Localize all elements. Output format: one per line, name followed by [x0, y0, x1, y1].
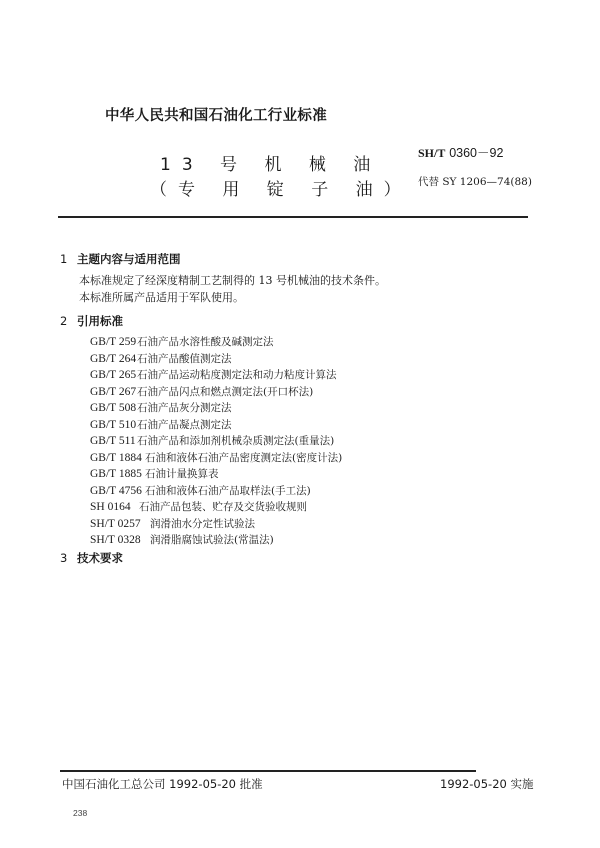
- reference-item: [90, 499, 342, 516]
- reference-code: GB/T 264: [90, 352, 137, 365]
- standard-code: [418, 143, 503, 161]
- standard-prefix: SH/T: [418, 146, 446, 160]
- reference-title: 石油和液体石油产品密度测定法(密度计法): [145, 451, 343, 464]
- reference-item: [90, 367, 342, 384]
- reference-item: [90, 516, 342, 533]
- section-number: 2: [60, 314, 68, 328]
- header-divider: [58, 216, 528, 218]
- section-1-paragraph: 本标准所属产品适用于军队使用。: [79, 291, 244, 304]
- reference-title: 石油产品闪点和燃点测定法(开口杯法): [137, 385, 314, 398]
- footer-divider: [60, 770, 476, 772]
- standard-number: 0360－92: [449, 146, 504, 160]
- section-title: 技术要求: [77, 551, 123, 565]
- reference-code: SH/T 0257: [90, 517, 141, 530]
- reference-code: GB/T 259: [90, 336, 137, 348]
- reference-item: [90, 351, 342, 368]
- reference-title: 石油和液体石油产品取样法(手工法): [145, 484, 311, 497]
- reference-code: GB/T 511: [90, 435, 136, 447]
- reference-title: 润滑油水分定性试验法: [150, 517, 255, 530]
- replaces-note: 代替 SY 1206—74(88): [418, 176, 532, 188]
- reference-item: [90, 400, 342, 417]
- document-title: 13 号 机 械 油: [160, 155, 382, 175]
- reference-code: GB/T 4756: [90, 484, 142, 497]
- reference-item: [90, 433, 342, 450]
- reference-title: 石油产品运动粘度测定法和动力粘度计算法: [137, 369, 337, 381]
- section-1-paragraph: 本标准规定了经深度精制工艺制得的 13 号机械油的技术条件。: [79, 274, 386, 287]
- reference-title: 石油产品水溶性酸及碱测定法: [137, 336, 274, 348]
- reference-code: GB/T 267: [90, 385, 137, 398]
- section-1-heading: [60, 251, 181, 267]
- reference-item: [90, 450, 342, 467]
- reference-title: 石油产品包装、贮存及交货验收规则: [139, 501, 307, 513]
- reference-title: 润滑脂腐蚀试验法(常温法): [150, 534, 274, 546]
- reference-code: GB/T 508: [90, 402, 137, 414]
- reference-code: GB/T 1884: [90, 451, 142, 464]
- reference-title: 石油产品酸值测定法: [137, 352, 232, 365]
- section-number: 3: [60, 551, 68, 565]
- reference-code: SH 0164: [90, 501, 131, 513]
- reference-item: [90, 483, 342, 500]
- reference-code: GB/T 1885: [90, 468, 142, 480]
- reference-item: [90, 334, 342, 351]
- reference-title: 石油计量换算表: [145, 468, 219, 480]
- issuer-heading: 中华人民共和国石油化工行业标准: [105, 108, 327, 124]
- approval-date: 中国石油化工总公司 1992-05-20 批准: [62, 777, 263, 791]
- reference-item: [90, 466, 342, 483]
- reference-title: 石油产品和添加剂机械杂质测定法(重量法): [137, 435, 335, 447]
- page-number: 238: [73, 808, 88, 818]
- reference-item: [90, 532, 342, 549]
- reference-item: [90, 417, 342, 434]
- reference-title: 石油产品凝点测定法: [137, 418, 232, 431]
- reference-item: [90, 384, 342, 401]
- section-title: 主题内容与适用范围: [77, 252, 181, 266]
- section-2-heading: [60, 313, 123, 329]
- reference-code: SH/T 0328: [90, 534, 141, 546]
- section-3-heading: [60, 550, 123, 566]
- reference-title: 石油产品灰分测定法: [137, 402, 232, 414]
- reference-list: [90, 334, 342, 549]
- implementation-date: 1992-05-20 实施: [440, 777, 534, 791]
- reference-code: GB/T 510: [90, 418, 137, 431]
- section-number: 1: [60, 252, 68, 266]
- reference-code: GB/T 265: [90, 369, 137, 381]
- document-subtitle: （专 用 锭 子 油）: [150, 180, 412, 200]
- section-title: 引用标准: [77, 314, 123, 328]
